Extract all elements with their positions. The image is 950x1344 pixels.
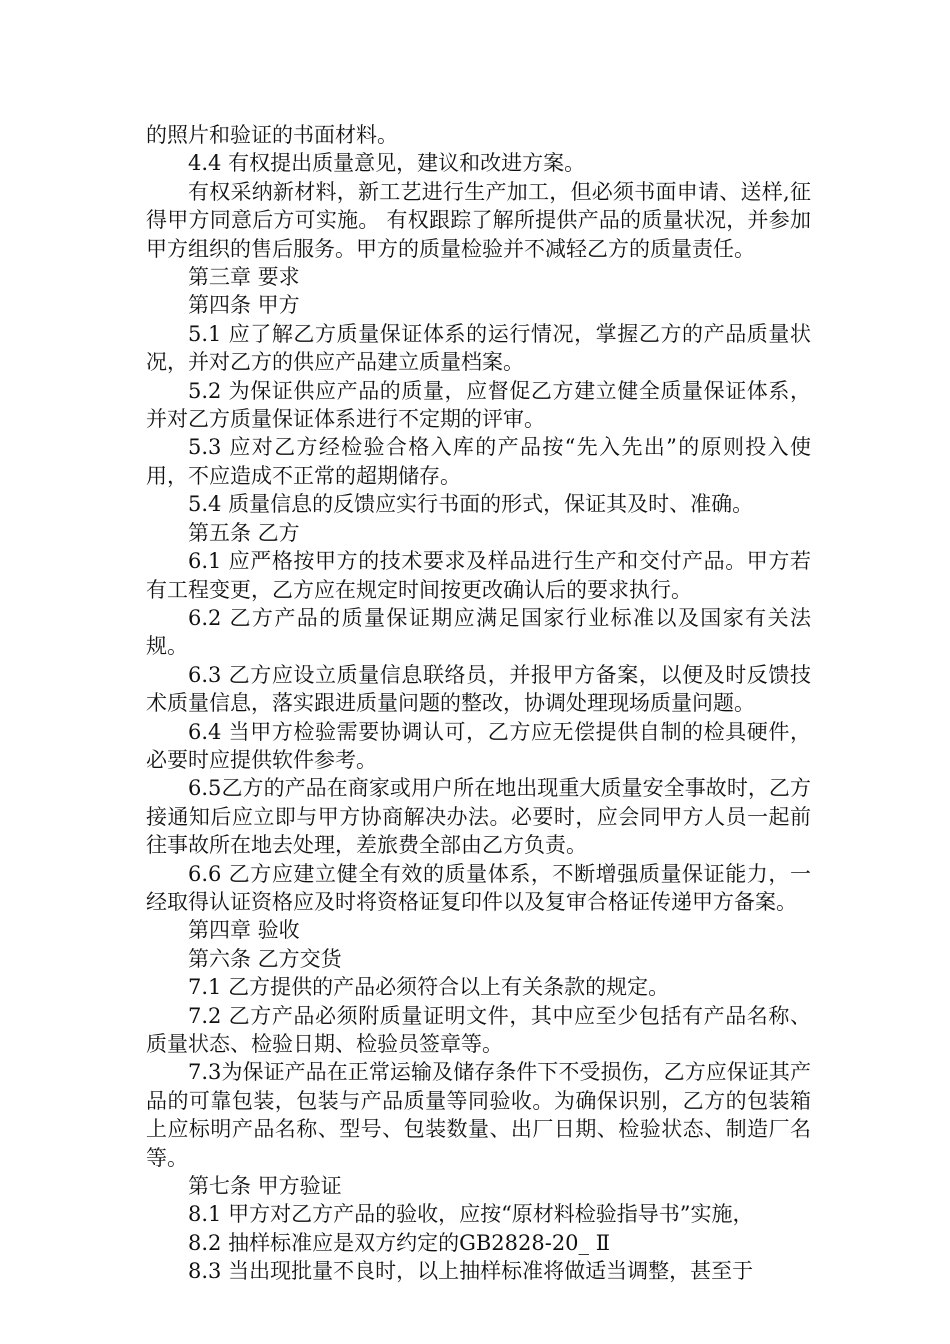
article-7-heading: 第七条 甲方验证 xyxy=(188,1174,342,1199)
clause-7-2: 7.2 乙方产品必须附质量证明文件，其中应至少包括有产品名称、质量状态、检验日期、检验员签章等。 xyxy=(146,1003,811,1056)
clause-5-1: 5.1 应了解乙方质量保证体系的运行情况，掌握乙方的产品质量状况，并对乙方的供应产品建立质量档案。 xyxy=(146,321,811,375)
clause-8-2: 8.2 抽样标准应是双方约定的GB2828-20_ Ⅱ xyxy=(188,1230,610,1255)
clause-5-3: 5.3 应对乙方经检验合格入库的产品按“先入先出”的原则投入使用，不应造成不正常的超期储存。 xyxy=(146,435,811,488)
chapter-3-heading: 第三章 要求 xyxy=(188,265,300,290)
clause-6-6: 6.6 乙方应建立健全有效的质量体系，不断增强质量保证能力，一经取得认证资格应及时将资格证复印件以及复审合格证传递甲方备案。 xyxy=(146,861,811,914)
clause-6-2: 6.2 乙方产品的质量保证期应满足国家行业标准以及国家有关法规。 xyxy=(146,605,811,659)
document-page xyxy=(146,121,811,1286)
clause-8-1: 8.1 甲方对乙方产品的验收，应按“原材料检验指导书”实施， xyxy=(188,1202,754,1227)
clause-6-1: 6.1 应严格按甲方的技术要求及样品进行生产和交付产品。甲方若有工程变更，乙方应在规定时间按更改确认后的要求执行。 xyxy=(146,549,811,602)
clause-7-1: 7.1 乙方提供的产品必须符合以上有关条款的规定。 xyxy=(188,975,670,1000)
paragraph-continuation: 的照片和验证的书面材料。 xyxy=(146,123,398,147)
clause-6-3: 6.3 乙方应设立质量信息联络员，并报甲方备案，以便及时反馈技术质量信息，落实跟进质量问题的整改，协调处理现场质量问题。 xyxy=(146,662,811,716)
clause-4-5: 有权采纳新材料，新工艺进行生产加工，但必须书面申请、送样,征得甲方同意后方可实施。 有权跟踪了解所提供产品的质量状况，并参加甲方组织的售后服务。甲方的质量检验并不减轻乙方的质量责任。 xyxy=(146,179,811,261)
clause-6-4: 6.4 当甲方检验需要协调认可，乙方应无偿提供自制的检具硬件，必要时应提供软件参考。 xyxy=(146,719,811,772)
article-4-heading: 第四条 甲方 xyxy=(188,293,300,318)
article-5-heading: 第五条 乙方 xyxy=(188,520,300,545)
chapter-4-heading: 第四章 验收 xyxy=(188,918,300,943)
clause-4-4: 4.4 有权提出质量意见，建议和改进方案。 xyxy=(188,151,586,176)
clause-7-3: 7.3为保证产品在正常运输及储存条件下不受损伤，乙方应保证其产品的可靠包装，包装与产品质量等同验收。为确保识别，乙方的包装箱上应标明产品名称、型号、包装数量、出厂日期、检验状态、制造厂名等。 xyxy=(146,1060,811,1170)
article-6-heading: 第六条 乙方交货 xyxy=(188,946,342,971)
clause-6-5: 6.5乙方的产品在商家或用户所在地出现重大质量安全事故时，乙方接通知后应立即与甲方协商解决办法。必要时，应会同甲方人员一起前往事故所在地去处理，差旅费全部由乙方负责。 xyxy=(146,776,811,858)
clause-5-2: 5.2 为保证供应产品的质量，应督促乙方建立健全质量保证体系，并对乙方质量保证体系进行不定期的评审。 xyxy=(146,378,811,432)
clause-5-4: 5.4 质量信息的反馈应实行书面的形式，保证其及时、准确。 xyxy=(188,492,754,517)
clause-8-3: 8.3 当出现批量不良时，以上抽样标准将做适当调整，甚至于 xyxy=(188,1259,754,1284)
